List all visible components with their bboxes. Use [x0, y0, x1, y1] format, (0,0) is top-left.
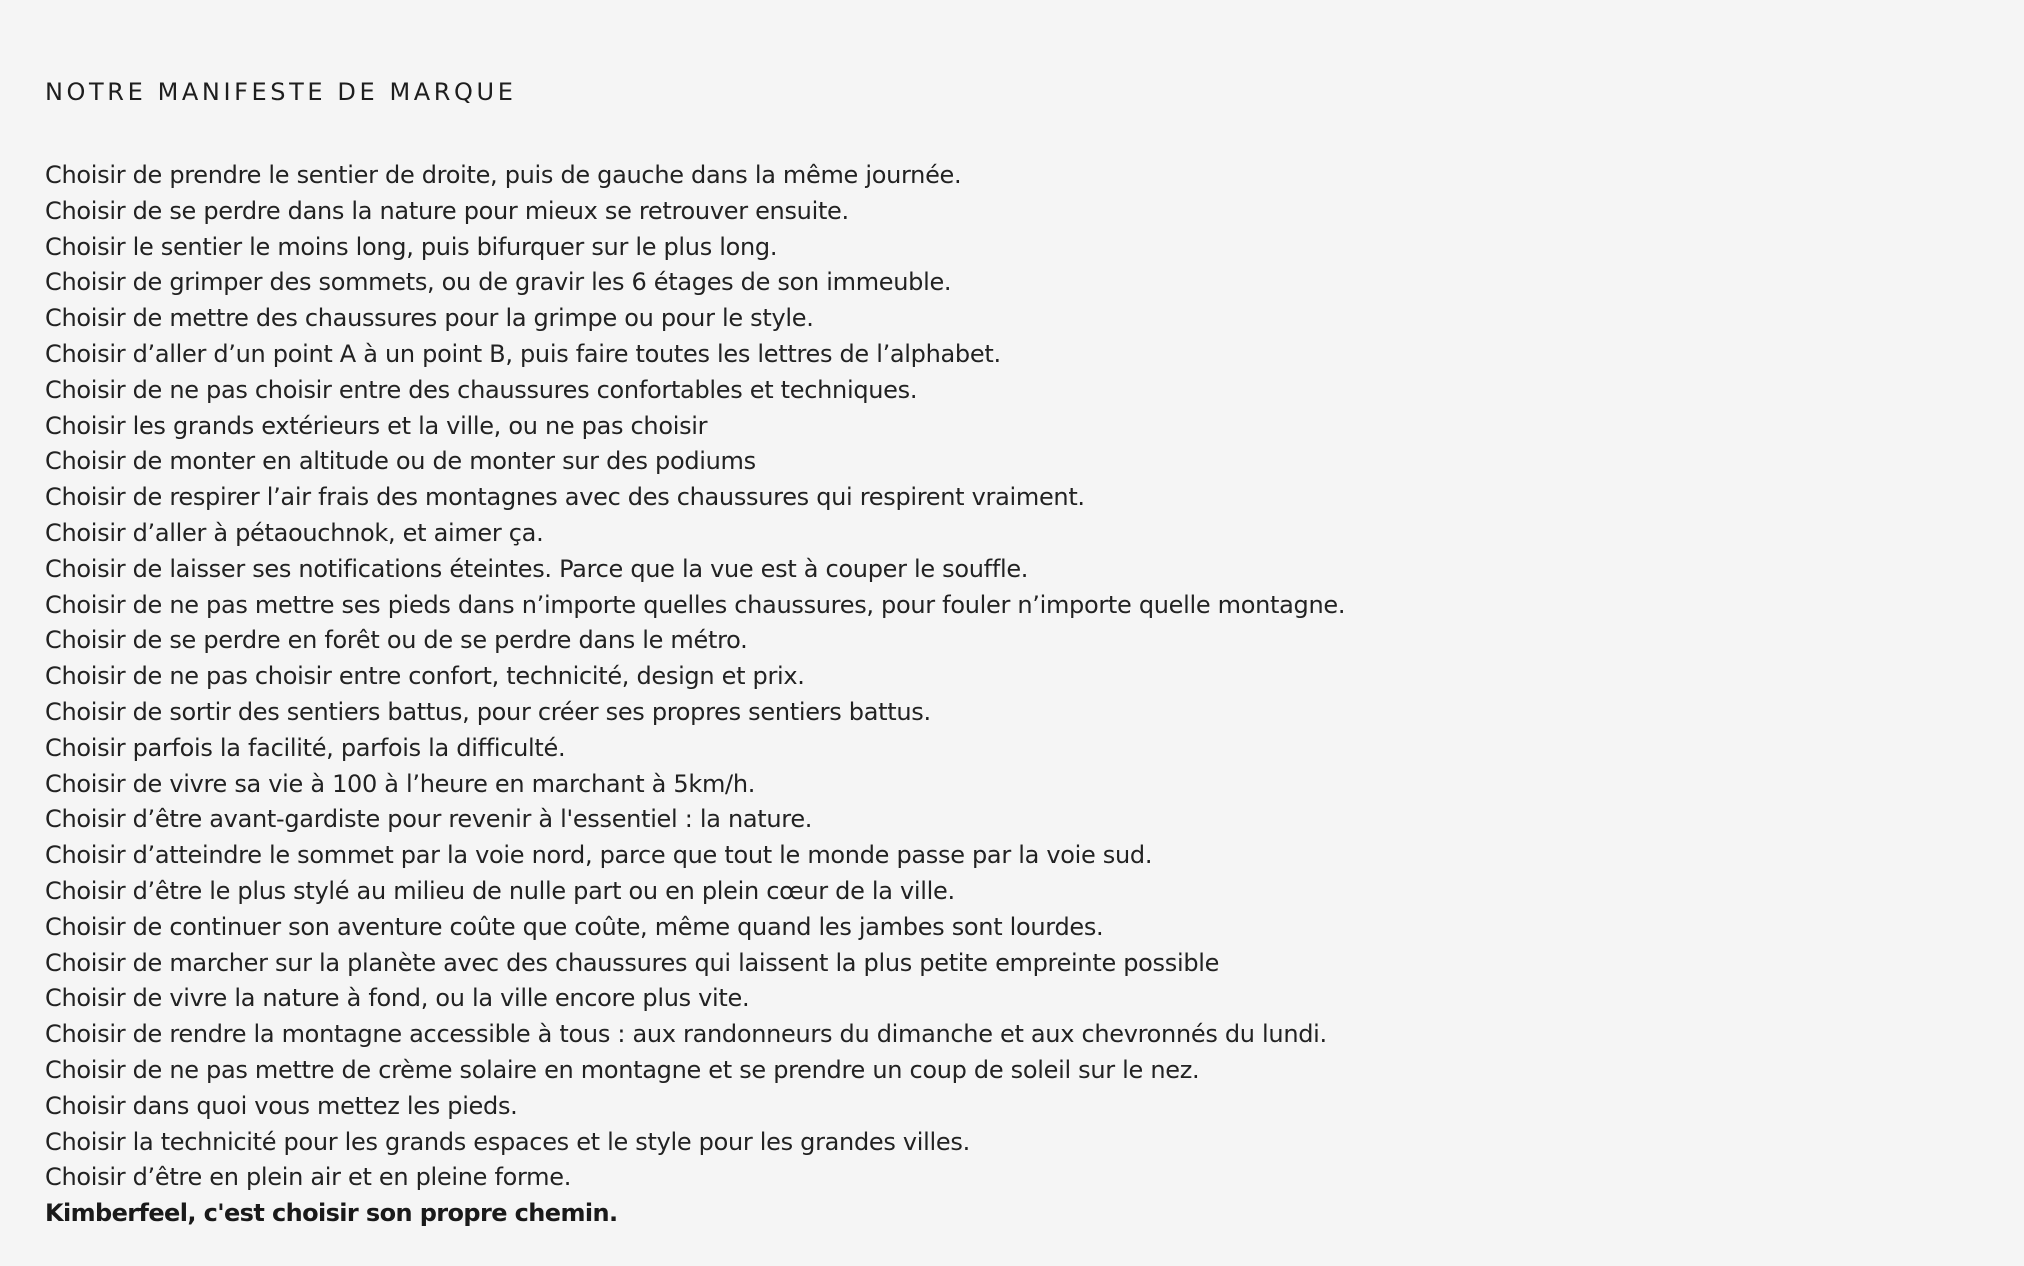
manifesto-line: Choisir le sentier le moins long, puis bifurquer sur le plus long.: [45, 232, 778, 261]
brand-manifesto: [45, 0, 1985, 1232]
manifesto-lines: [45, 158, 1985, 1196]
manifesto-line: Choisir de laisser ses notifications éteintes. Parce que la vue est à couper le souffle.: [45, 554, 1029, 583]
manifesto-line: Choisir d’être le plus stylé au milieu de nulle part ou en plein cœur de la ville.: [45, 876, 955, 905]
manifesto-line: Choisir de sortir des sentiers battus, pour créer ses propres sentiers battus.: [45, 697, 931, 726]
manifesto-closing: Kimberfeel, c'est choisir son propre chemin.: [45, 1199, 618, 1228]
manifesto-line: Choisir de vivre sa vie à 100 à l’heure en marchant à 5km/h.: [45, 769, 756, 798]
manifesto-line: Choisir de vivre la nature à fond, ou la ville encore plus vite.: [45, 984, 750, 1013]
manifesto-line: Choisir de ne pas mettre de crème solaire en montagne et se prendre un coup de soleil sur le nez.: [45, 1055, 1200, 1084]
manifesto-line: Choisir la technicité pour les grands espaces et le style pour les grandes villes.: [45, 1127, 970, 1156]
manifesto-line: Choisir d’atteindre le sommet par la voie nord, parce que tout le monde passe par la voie sud.: [45, 841, 1153, 870]
manifesto-line: Choisir dans quoi vous mettez les pieds.: [45, 1091, 518, 1120]
manifesto-line: Choisir de se perdre dans la nature pour mieux se retrouver ensuite.: [45, 196, 849, 225]
manifesto-line: Choisir de grimper des sommets, ou de gravir les 6 étages de son immeuble.: [45, 268, 952, 297]
manifesto-line: Choisir de rendre la montagne accessible à tous : aux randonneurs du dimanche et aux chevronnés du lundi.: [45, 1020, 1327, 1049]
manifesto-line: Choisir d’être avant-gardiste pour revenir à l'essentiel : la nature.: [45, 805, 813, 834]
manifesto-line: Choisir de ne pas choisir entre confort, technicité, design et prix.: [45, 662, 805, 691]
manifesto-line: Choisir de ne pas mettre ses pieds dans n’importe quelles chaussures, pour fouler n’importe quelle montagne.: [45, 590, 1346, 619]
manifesto-line: Choisir de monter en altitude ou de monter sur des podiums: [45, 447, 756, 476]
manifesto-line: Choisir de continuer son aventure coûte que coûte, même quand les jambes sont lourdes.: [45, 912, 1104, 941]
manifesto-line: Choisir de respirer l’air frais des montagnes avec des chaussures qui respirent vraiment.: [45, 483, 1085, 512]
manifesto-line: Choisir de se perdre en forêt ou de se perdre dans le métro.: [45, 626, 748, 655]
manifesto-line: Choisir les grands extérieurs et la ville, ou ne pas choisir: [45, 411, 708, 440]
manifesto-line: Choisir d’aller d’un point A à un point B, puis faire toutes les lettres de l’alphabet.: [45, 339, 1001, 368]
page-title: NOTRE MANIFESTE DE MARQUE: [45, 78, 517, 106]
manifesto-line: Choisir de marcher sur la planète avec des chaussures qui laissent la plus petite empreinte possible: [45, 948, 1220, 977]
manifesto-line: Choisir de mettre des chaussures pour la grimpe ou pour le style.: [45, 304, 814, 333]
manifesto-line: Choisir parfois la facilité, parfois la difficulté.: [45, 733, 566, 762]
manifesto-line: Choisir d’être en plein air et en pleine forme.: [45, 1163, 572, 1192]
manifesto-line: Choisir de prendre le sentier de droite, puis de gauche dans la même journée.: [45, 161, 962, 189]
manifesto-line: Choisir d’aller à pétaouchnok, et aimer ça.: [45, 518, 544, 547]
manifesto-line: Choisir de ne pas choisir entre des chaussures confortables et techniques.: [45, 375, 918, 404]
